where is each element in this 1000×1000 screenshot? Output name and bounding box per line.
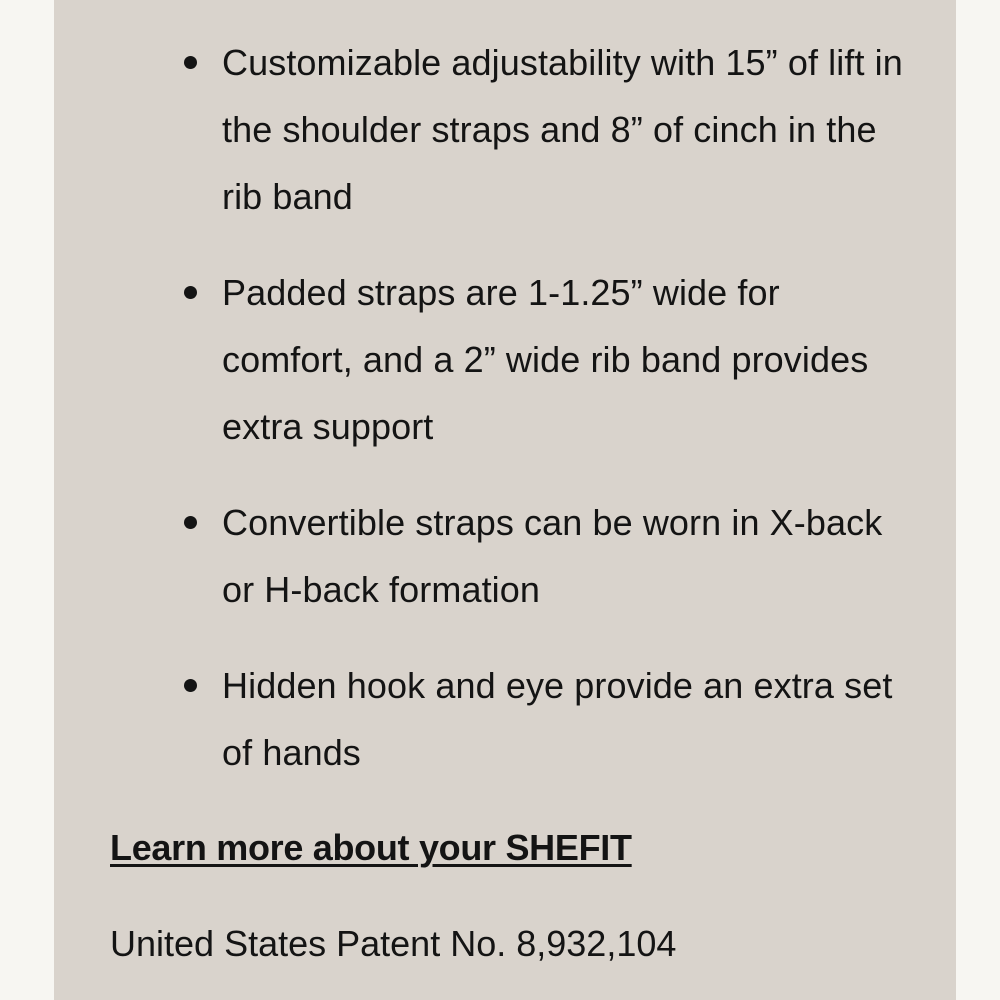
feature-item [222,489,912,623]
feature-text: Padded straps are 1-1.25” wide for comfort, and a 2” wide rib band provides extra support [222,272,869,447]
bullet-icon [184,679,197,692]
feature-text: Hidden hook and eye provide an extra set of hands [222,665,893,773]
bullet-icon [184,56,197,69]
patent-text: United States Patent No. 8,932,104 [110,923,677,964]
feature-item [222,652,912,786]
feature-item [222,259,912,460]
bullet-icon [184,286,197,299]
feature-item [222,29,912,230]
product-details-panel [54,0,956,1000]
bullet-icon [184,516,197,529]
feature-text: Customizable adjustability with 15” of lift in the shoulder straps and 8” of cinch in the rib band [222,42,903,217]
learn-more-link[interactable]: Learn more about your SHEFIT [110,827,632,868]
feature-text: Convertible straps can be worn in X-back or H-back formation [222,502,883,610]
